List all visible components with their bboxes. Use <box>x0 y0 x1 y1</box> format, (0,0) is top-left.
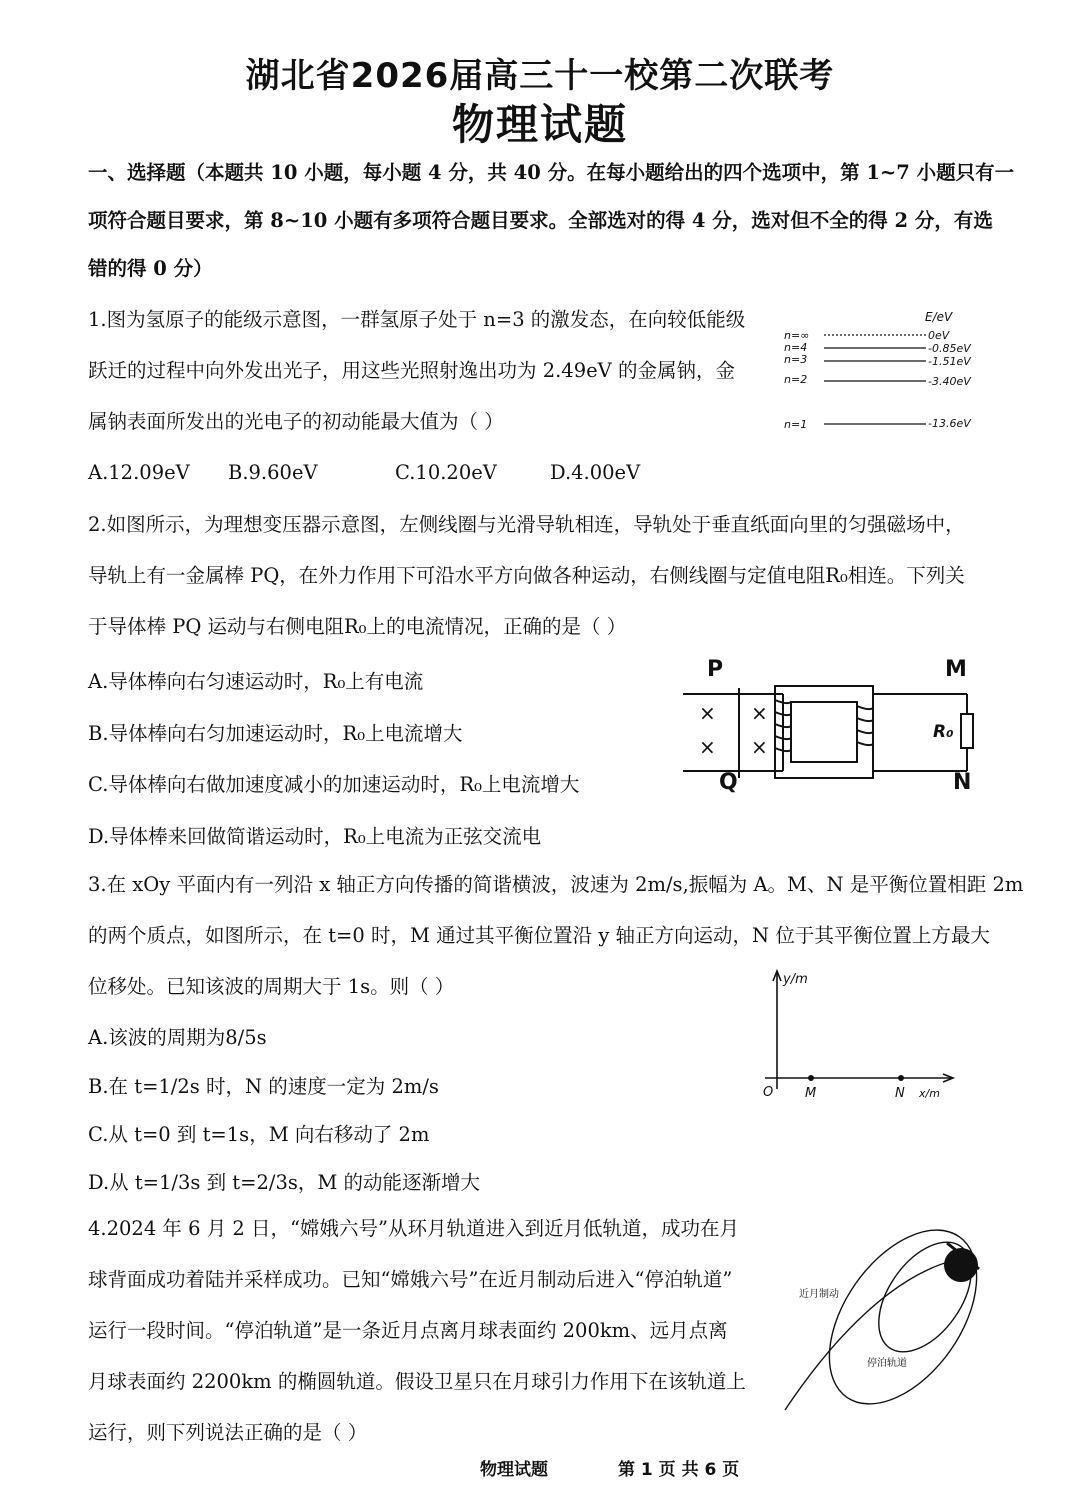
resistor-r0 <box>961 714 973 748</box>
point-m <box>808 1075 814 1081</box>
secondary-coil <box>857 706 873 745</box>
q2-stem-line: 2.如图所示，为理想变压器示意图，左侧线圈与光滑导轨相连，导轨处于垂直纸面向里的匀强磁场中， <box>88 513 965 536</box>
x-axis-label: x/m <box>919 1087 940 1100</box>
q4-stem-line: 运行一段时间。“停泊轨道”是一条近月点离月球表面约 200km、远月点离 <box>88 1319 728 1342</box>
energy-value: 0eV <box>928 329 950 342</box>
wave-axes-diagram <box>755 965 980 1105</box>
q3-stem-line: 的两个质点，如图所示，在 t=0 时，M 通过其平衡位置沿 y 轴正方向运动，N 位于其平衡位置上方最大 <box>88 924 990 947</box>
q1-option-d: D.4.00eV <box>550 461 641 484</box>
label-q: Q <box>719 770 738 795</box>
orbit-diagram <box>775 1225 1000 1425</box>
level-label: n=2 <box>784 373 808 386</box>
q3-stem-line: 3.在 xOy 平面内有一列沿 x 轴正方向传播的简谐横波，波速为 2m/s,振幅为 A。M、N 是平衡位置相距 2m <box>88 873 1024 896</box>
n-label: N <box>895 1086 905 1101</box>
braking-label: 近月制动 <box>799 1289 839 1300</box>
energy-level-diagram <box>780 305 1000 440</box>
energy-value: -0.85eV <box>928 342 971 355</box>
y-axis-label: y/m <box>783 972 808 987</box>
q3-option-b: B.在 t=1/2s 时，N 的速度一定为 2m/s <box>88 1075 439 1098</box>
q1-option-b: B.9.60eV <box>228 461 318 484</box>
label-r0: R₀ <box>933 722 954 742</box>
q4-stem-line: 4.2024 年 6 月 2 日，“嫦娥六号”从环月轨道进入到近月低轨道，成功在月 <box>88 1217 739 1240</box>
approach-trajectory <box>785 1260 955 1410</box>
origin-label: O <box>763 1085 774 1100</box>
label-p: P <box>707 657 724 682</box>
q1-stem-line: 1.图为氢原子的能级示意图，一群氢原子处于 n=3 的激发态，在向较低能级 <box>88 308 746 331</box>
iron-core-outer <box>775 686 873 778</box>
iron-core-inner <box>791 702 857 762</box>
q1-option-a: A.12.09eV <box>88 461 190 484</box>
section-instructions-line: 一、选择题（本题共 10 小题，每小题 4 分，共 40 分。在每小题给出的四个选项中，第 1~7 小题只有一 <box>88 161 1015 184</box>
section-instructions-line: 错的得 0 分） <box>88 257 213 280</box>
parking-orbit-inner <box>860 1226 990 1369</box>
q3-option-d: D.从 t=1/3s 到 t=2/3s，M 的动能逐渐增大 <box>88 1171 481 1194</box>
q4-stem-line: 月球表面约 2200km 的椭圆轨道。假设卫星只在月球引力作用下在该轨道上 <box>88 1370 746 1393</box>
level-label: n=4 <box>784 341 808 354</box>
section-instructions-line: 项符合题目要求，第 8~10 小题有多项符合题目要求。全部选对的得 4 分，选对但不全的得 2 分，有选 <box>88 209 993 232</box>
q2-stem-line: 导轨上有一金属棒 PQ，在外力作用下可沿水平方向做各种运动，右侧线圈与定值电阻R₀相连。下列关 <box>88 564 965 587</box>
label-n: N <box>953 770 972 795</box>
q4-stem-line: 运行，则下列说法正确的是（ ） <box>88 1421 368 1444</box>
exam-title: 湖北省2026届高三十一校第二次联考 <box>245 56 835 96</box>
energy-value: -13.6eV <box>928 417 971 430</box>
orbit-label: 停泊轨道 <box>867 1358 907 1369</box>
q2-option-c: C.导体棒向右做加速度减小的加速运动时，R₀上电流增大 <box>88 773 580 796</box>
q2-stem-line: 于导体棒 PQ 运动与右侧电阻R₀上的电流情况，正确的是（ ） <box>88 615 627 638</box>
transformer-diagram <box>675 648 995 798</box>
field-cross: × <box>751 735 768 759</box>
q3-option-c: C.从 t=0 到 t=1s，M 向右移动了 2m <box>88 1123 430 1146</box>
level-label: n=∞ <box>784 329 810 342</box>
q4-stem-line: 球背面成功着陆并采样成功。已知“嫦娥六号”在近月制动后进入“停泊轨道” <box>88 1268 733 1291</box>
level-label: n=3 <box>784 353 808 366</box>
q1-stem-line: 属钠表面所发出的光电子的初动能最大值为（ ） <box>88 410 504 433</box>
q1-option-c: C.10.20eV <box>395 461 497 484</box>
field-cross: × <box>751 701 768 725</box>
q2-option-d: D.导体棒来回做简谐运动时，R₀上电流为正弦交流电 <box>88 825 542 848</box>
energy-value: -3.40eV <box>928 375 971 388</box>
q2-option-a: A.导体棒向右匀速运动时，R₀上有电流 <box>88 670 424 693</box>
q1-stem-line: 跃迁的过程中向外发出光子，用这些光照射逸出功为 2.49eV 的金属钠，金 <box>88 359 735 382</box>
exam-subtitle: 物理试题 <box>451 100 628 149</box>
field-cross: × <box>699 701 716 725</box>
footer-subject: 物理试题 <box>480 1460 548 1480</box>
label-m: M <box>945 657 967 682</box>
energy-value: -1.51eV <box>928 355 971 368</box>
footer-page-number: 第 1 页 共 6 页 <box>618 1460 740 1480</box>
energy-unit-label: E/eV <box>925 310 953 324</box>
m-label: M <box>805 1086 817 1101</box>
q3-stem-line: 位移处。已知该波的周期大于 1s。则（ ） <box>88 975 455 998</box>
level-label: n=1 <box>784 418 808 431</box>
point-n <box>898 1075 904 1081</box>
q2-option-b: B.导体棒向右匀加速运动时，R₀上电流增大 <box>88 722 463 745</box>
field-cross: × <box>699 735 716 759</box>
q3-option-a: A.该波的周期为8/5s <box>88 1026 267 1049</box>
